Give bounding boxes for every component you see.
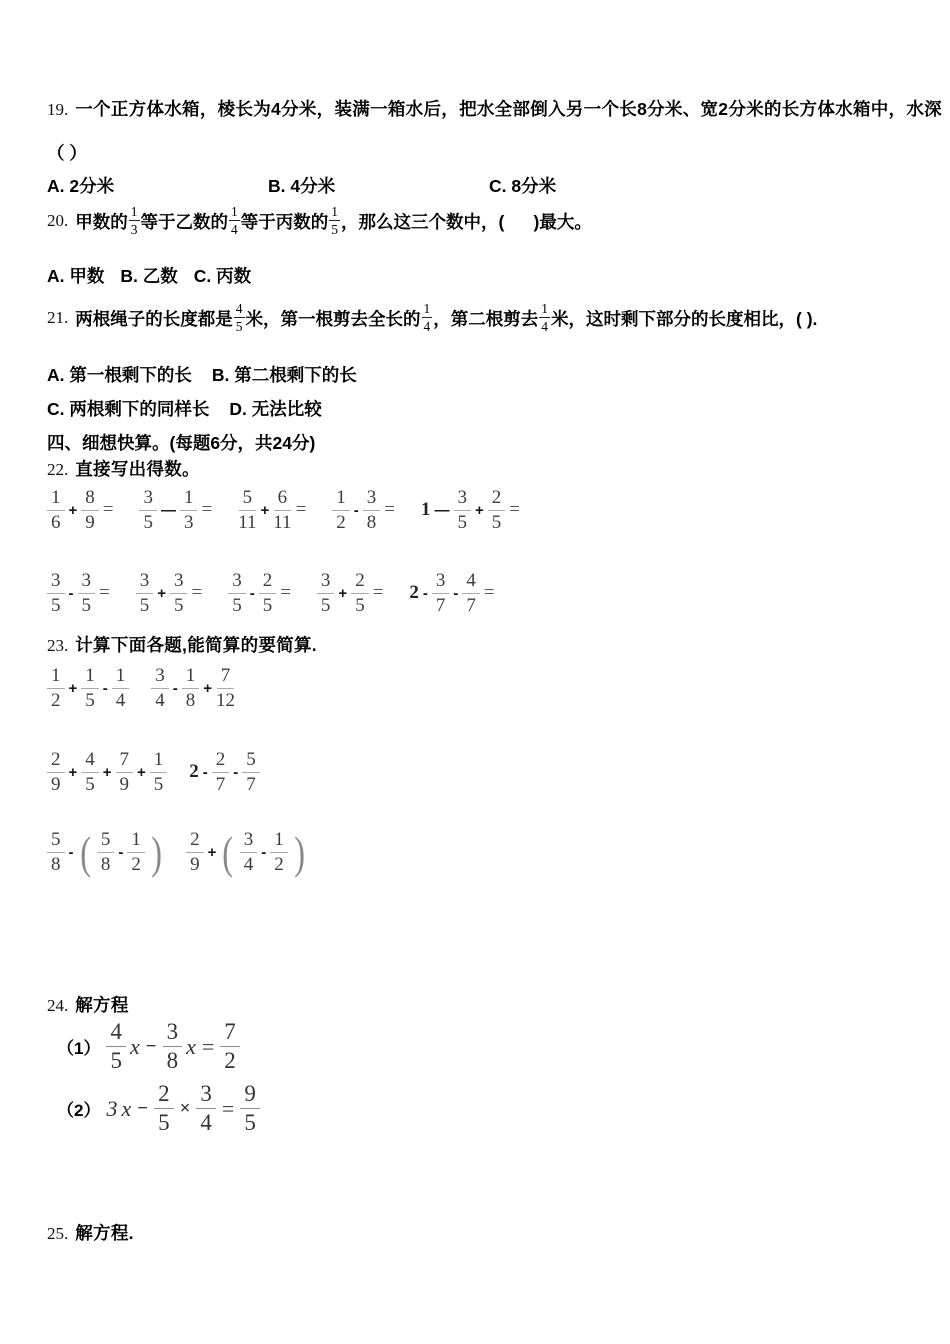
- fraction: $\frac{1}{4}$: [231, 203, 238, 237]
- operator: -: [261, 843, 267, 861]
- question-21: [47, 297, 817, 339]
- question-23-row3: [47, 826, 307, 878]
- operator: =: [201, 499, 213, 521]
- fraction: $\frac{1}{8}$: [182, 666, 200, 711]
- text-run: 米，第一根剪去全长的: [245, 308, 421, 329]
- operator: —: [434, 501, 450, 519]
- fraction: $\frac{7}{2}$: [220, 1020, 240, 1073]
- option-19-c: C. 8分米: [489, 176, 557, 196]
- operator: =: [102, 499, 114, 521]
- question-24-equation-2: [57, 1082, 260, 1135]
- question-25-number: 25.: [47, 1224, 69, 1243]
- expression: [136, 571, 202, 616]
- fraction: $\frac{1}{4}$: [423, 300, 431, 334]
- expression: [228, 571, 291, 616]
- option-20-c: C. 丙数: [193, 266, 252, 286]
- equation-2-label: （2）: [57, 1101, 101, 1121]
- parenthesis: (: [79, 826, 91, 878]
- text-run: ，那么这三个数中，( )最大。: [341, 211, 592, 232]
- operator: -: [249, 584, 255, 602]
- fraction: $\frac{3}{5}$: [47, 571, 65, 616]
- operator: =: [509, 499, 520, 521]
- fraction: $\frac{5}{11}$: [238, 487, 257, 533]
- fraction: $\frac{1}{2}$: [270, 830, 288, 875]
- option-20-b: B. 乙数: [120, 266, 178, 286]
- fraction: $\frac{9}{5}$: [240, 1082, 260, 1135]
- operator: −: [145, 1035, 157, 1057]
- operator: -: [68, 584, 74, 602]
- expression: [47, 826, 164, 878]
- question-20-text: [75, 205, 592, 237]
- question-22-number: 22.: [47, 460, 69, 479]
- operator: =: [280, 582, 291, 604]
- fraction: $\frac{3}{4}$: [240, 830, 258, 875]
- question-19-options: [47, 173, 710, 198]
- expression: [317, 571, 383, 616]
- fraction: $\frac{3}{4}$: [196, 1082, 216, 1135]
- operator: +: [68, 679, 78, 697]
- expression: [47, 571, 110, 616]
- option-20-a: A. 甲数: [47, 266, 105, 286]
- question-25-text: 解方程.: [75, 1223, 134, 1243]
- operator: +: [338, 584, 348, 602]
- fraction: $\frac{1}{2}$: [47, 666, 65, 711]
- question-21-options-row1: [47, 362, 357, 387]
- fraction: $\frac{1}{5}$: [81, 666, 99, 711]
- fraction: $\frac{7}{12}$: [216, 665, 236, 711]
- question-24-text: 解方程: [75, 995, 129, 1015]
- operator: =: [201, 1033, 215, 1059]
- operator: -: [102, 679, 108, 697]
- question-22-row2: [47, 571, 495, 616]
- expression: [47, 750, 167, 795]
- fraction: $\frac{3}{5}$: [228, 571, 246, 616]
- question-21-text: [75, 302, 817, 334]
- question-19-number: 19.: [47, 100, 69, 119]
- equation-1-label: （1）: [57, 1039, 101, 1059]
- operator: -: [172, 679, 178, 697]
- operator: +: [102, 763, 112, 781]
- fraction: $\frac{3}{5}$: [317, 571, 335, 616]
- text-run: 等于乙数的: [140, 211, 228, 232]
- fraction: $\frac{2}{7}$: [212, 750, 230, 795]
- fraction: $\frac{3}{8}$: [363, 488, 381, 533]
- question-23-number: 23.: [47, 636, 69, 655]
- expression: [332, 488, 395, 533]
- option-19-a: A. 2分米: [47, 176, 115, 196]
- fraction: $\frac{5}{7}$: [242, 750, 260, 795]
- fraction: $\frac{2}{9}$: [47, 750, 65, 795]
- operator: +: [260, 501, 270, 519]
- question-22-text: 直接写出得数。: [75, 459, 200, 479]
- operator: -: [202, 763, 208, 781]
- operator: +: [203, 679, 213, 697]
- operator: -: [68, 843, 74, 861]
- operator: ×: [179, 1097, 191, 1119]
- text-run: 甲数的: [75, 211, 128, 232]
- fraction: $\frac{3}{5}$: [139, 488, 157, 533]
- question-23: [47, 632, 317, 657]
- fraction: $\frac{5}{8}$: [97, 830, 115, 875]
- question-23-row2: [47, 750, 260, 795]
- fraction: $\frac{3}{5}$: [454, 488, 472, 533]
- fraction: $\frac{6}{11}$: [273, 487, 292, 533]
- text-run: 等于丙数的: [240, 211, 329, 232]
- fraction: $\frac{1}{2}$: [332, 488, 350, 533]
- operator: -: [233, 763, 239, 781]
- variable-x: x: [186, 1033, 196, 1059]
- text-run: 米，这时剩下部分的长度相比，( ).: [551, 308, 818, 329]
- variable-x: x: [129, 1033, 140, 1059]
- operator: =: [191, 582, 203, 604]
- operator: =: [295, 499, 307, 521]
- fraction: $\frac{1}{6}$: [47, 488, 65, 533]
- fraction: $\frac{8}{9}$: [81, 488, 99, 533]
- operator: =: [221, 1095, 235, 1121]
- operator: +: [207, 843, 217, 861]
- parenthesis: ): [151, 826, 162, 878]
- question-23-text: 计算下面各题,能简算的要简算.: [75, 635, 317, 655]
- question-20-number: 20.: [47, 211, 69, 230]
- integer: 2: [189, 761, 199, 783]
- fraction: $\frac{1}{4}$: [112, 666, 130, 711]
- question-20: [47, 200, 592, 242]
- expression: [186, 826, 307, 878]
- question-23-row1: [47, 666, 235, 711]
- integer: 2: [409, 582, 419, 604]
- expression: [151, 666, 235, 711]
- parenthesis: (: [222, 826, 234, 878]
- fraction: $\frac{1}{3}$: [130, 203, 138, 237]
- equation: [106, 1082, 259, 1135]
- question-19-text: 一个正方体水箱，棱长为4分米，装满一箱水后，把水全部倒入另一个长8分米、宽2分米的长方体水箱中，水深: [75, 99, 942, 119]
- operator: −: [137, 1097, 149, 1119]
- fraction: $\frac{2}{5}$: [351, 571, 369, 616]
- fraction: $\frac{1}{5}$: [331, 203, 338, 237]
- operator: =: [99, 582, 110, 604]
- option-21-b: B. 第二根剩下的长: [211, 365, 357, 385]
- question-24-number: 24.: [47, 996, 69, 1015]
- integer: 1: [421, 499, 431, 521]
- fraction: $\frac{4}{5}$: [235, 300, 243, 334]
- operator: +: [137, 763, 146, 781]
- operator: +: [475, 501, 484, 519]
- operator: =: [384, 499, 395, 521]
- operator: -: [453, 584, 459, 602]
- fraction: $\frac{1}{2}$: [127, 830, 145, 875]
- operator: =: [372, 582, 384, 604]
- expression: [238, 488, 306, 533]
- expression: [189, 750, 260, 795]
- fraction: $\frac{4}{5}$: [106, 1020, 126, 1073]
- text-run: ，第二根剪去: [433, 308, 539, 329]
- fraction: $\frac{2}{9}$: [186, 830, 204, 875]
- operator: -: [353, 501, 359, 519]
- operator: -: [118, 843, 124, 861]
- option-21-a: A. 第一根剩下的长: [47, 365, 192, 385]
- question-24-equation-1: [57, 1020, 240, 1073]
- option-19-b: B. 4分米: [268, 176, 336, 196]
- fraction: $\frac{4}{7}$: [462, 571, 480, 616]
- fraction: $\frac{3}{4}$: [151, 666, 169, 711]
- text-run: 两根绳子的长度都是: [75, 308, 233, 329]
- question-19: [47, 96, 942, 121]
- question-22: [47, 456, 200, 481]
- operator: +: [68, 763, 78, 781]
- fraction: $\frac{2}{5}$: [259, 571, 277, 616]
- operator: =: [483, 582, 495, 604]
- expression: [139, 488, 212, 533]
- operator: +: [68, 501, 78, 519]
- operator: +: [157, 584, 166, 602]
- equation: [106, 1020, 239, 1073]
- question-20-options: [47, 263, 251, 288]
- parenthesis: ): [294, 826, 305, 878]
- integer: 3: [106, 1095, 118, 1121]
- fraction: $\frac{3}{8}$: [163, 1020, 183, 1073]
- expression: [47, 666, 129, 711]
- expression: [421, 488, 520, 533]
- fraction: $\frac{1}{3}$: [180, 488, 198, 533]
- variable-x: x: [121, 1095, 132, 1121]
- question-25: [47, 1220, 134, 1245]
- fraction: $\frac{3}{5}$: [136, 571, 154, 616]
- question-22-row1: [47, 488, 520, 533]
- operator: -: [422, 584, 428, 602]
- fraction: $\frac{1}{4}$: [541, 300, 548, 334]
- fraction: $\frac{2}{5}$: [488, 488, 506, 533]
- question-21-number: 21.: [47, 308, 69, 327]
- fraction: $\frac{3}{7}$: [432, 571, 450, 616]
- fraction: $\frac{5}{8}$: [47, 830, 65, 875]
- option-21-d: D. 无法比较: [229, 399, 322, 419]
- operator: —: [160, 501, 176, 519]
- expression: [47, 488, 113, 533]
- option-21-c: C. 两根剩下的同样长: [47, 399, 210, 419]
- question-21-options-row2: [47, 396, 322, 421]
- fraction: $\frac{1}{5}$: [150, 750, 168, 795]
- question-19-answer-blank: （ ）: [47, 143, 87, 163]
- fraction: $\frac{4}{5}$: [81, 750, 99, 795]
- fraction: $\frac{3}{5}$: [78, 571, 96, 616]
- fraction: $\frac{2}{5}$: [154, 1082, 174, 1135]
- expression: [409, 571, 494, 616]
- fraction: $\frac{3}{5}$: [170, 571, 188, 616]
- fraction: $\frac{7}{9}$: [116, 750, 134, 795]
- question-24: [47, 992, 129, 1017]
- section-4-title: 四、细想快算。(每题6分，共24分): [47, 433, 316, 453]
